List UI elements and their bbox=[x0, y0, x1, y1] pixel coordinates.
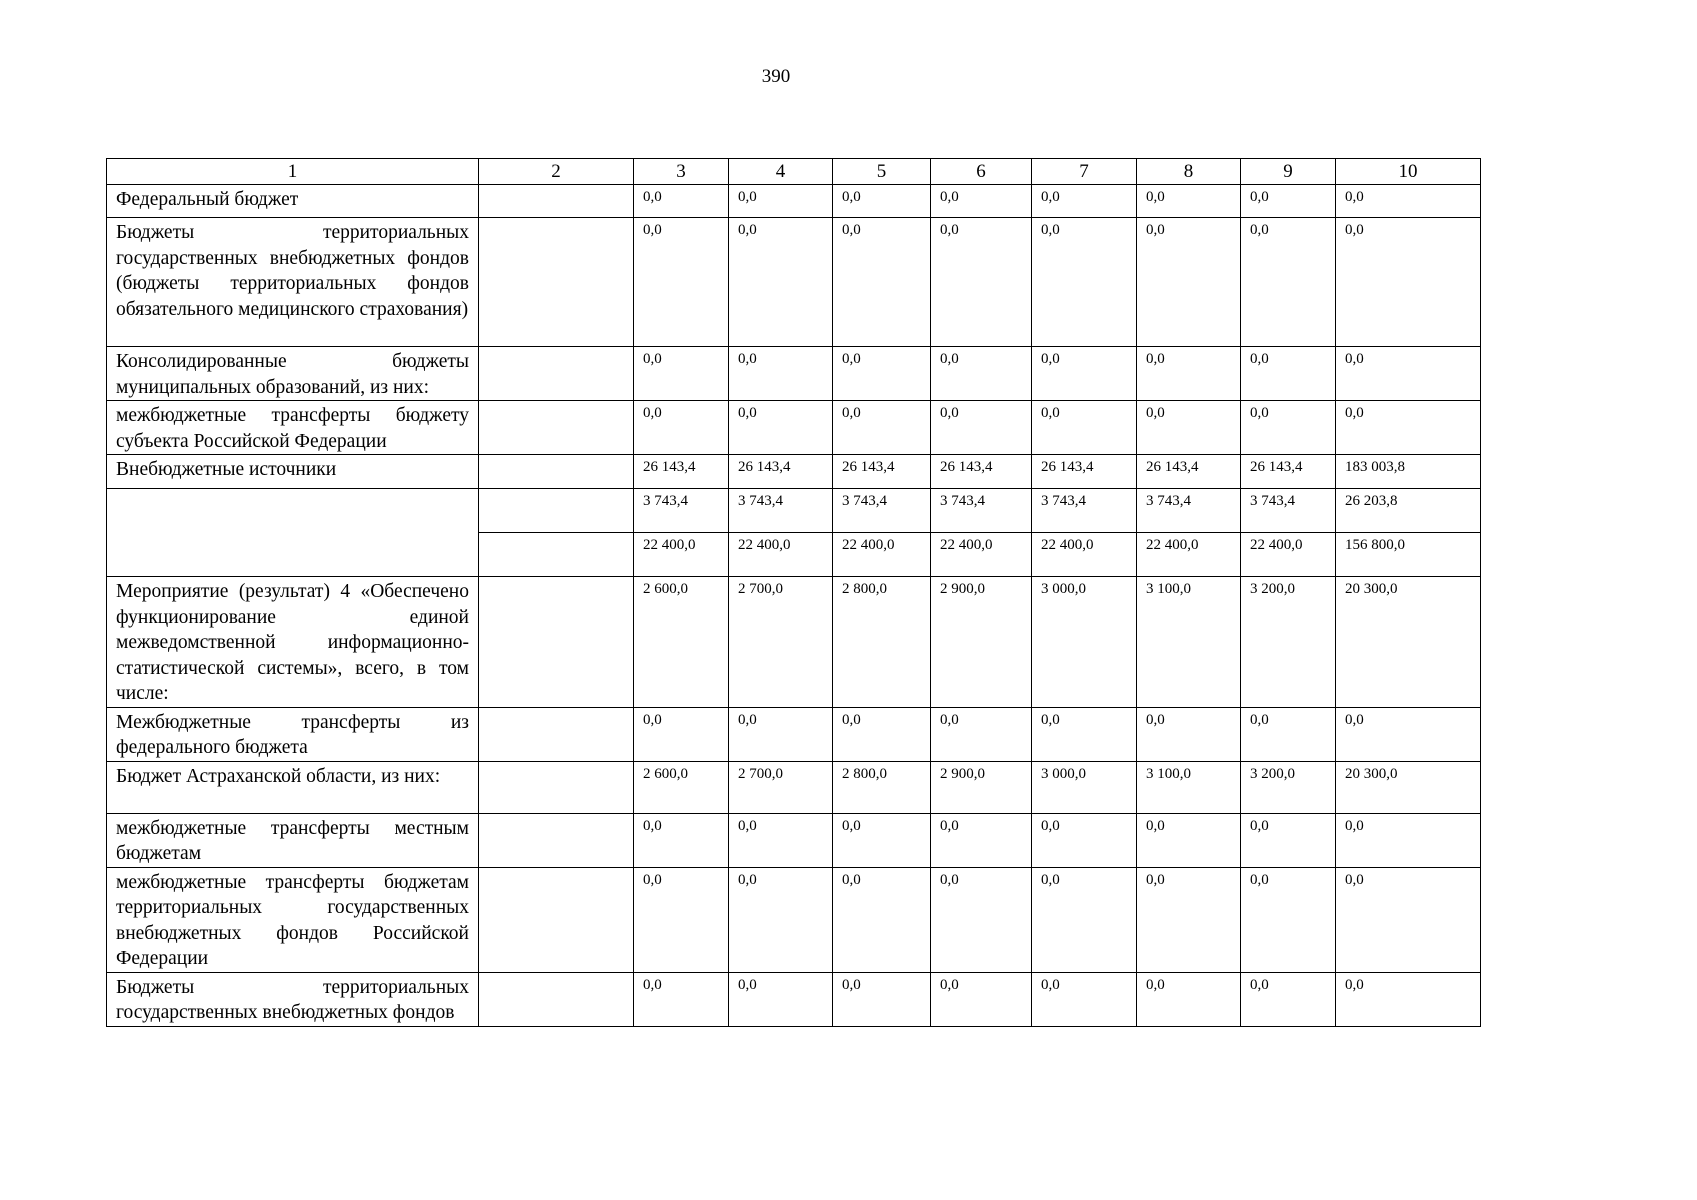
value-cell: 0,0 bbox=[634, 867, 729, 972]
value-cell: 0,0 bbox=[833, 218, 931, 347]
row-name: межбюджетные трансферты местным бюджетам bbox=[107, 813, 479, 867]
value-cell: 3 743,4 bbox=[931, 489, 1032, 533]
value-cell: 0,0 bbox=[1137, 707, 1241, 761]
value-cell: 20 300,0 bbox=[1336, 761, 1481, 813]
row-col2 bbox=[479, 347, 634, 401]
value-cell: 22 400,0 bbox=[729, 533, 833, 577]
value-cell: 26 143,4 bbox=[931, 455, 1032, 489]
value-cell: 0,0 bbox=[931, 972, 1032, 1026]
value-cell: 0,0 bbox=[1241, 813, 1336, 867]
value-cell: 0,0 bbox=[931, 347, 1032, 401]
value-cell: 0,0 bbox=[1336, 185, 1481, 218]
value-cell: 0,0 bbox=[931, 185, 1032, 218]
value-cell: 0,0 bbox=[1137, 347, 1241, 401]
value-cell: 0,0 bbox=[729, 185, 833, 218]
row-col2 bbox=[479, 489, 634, 533]
value-cell: 0,0 bbox=[1336, 707, 1481, 761]
value-cell: 0,0 bbox=[1137, 218, 1241, 347]
row-name bbox=[107, 489, 479, 577]
row-name: Межбюджетные трансферты из федерального бюджета bbox=[107, 707, 479, 761]
value-cell: 26 143,4 bbox=[1241, 455, 1336, 489]
value-cell: 0,0 bbox=[1032, 867, 1137, 972]
value-cell: 0,0 bbox=[729, 813, 833, 867]
value-cell: 2 600,0 bbox=[634, 577, 729, 708]
row-name: Федеральный бюджет bbox=[107, 185, 479, 218]
value-cell: 26 143,4 bbox=[634, 455, 729, 489]
value-cell: 0,0 bbox=[1137, 401, 1241, 455]
value-cell: 183 003,8 bbox=[1336, 455, 1481, 489]
value-cell: 2 700,0 bbox=[729, 577, 833, 708]
row-col2 bbox=[479, 761, 634, 813]
value-cell: 26 143,4 bbox=[729, 455, 833, 489]
value-cell: 0,0 bbox=[833, 401, 931, 455]
value-cell: 0,0 bbox=[931, 218, 1032, 347]
value-cell: 22 400,0 bbox=[634, 533, 729, 577]
table-row bbox=[107, 761, 1481, 813]
table-row bbox=[107, 972, 1481, 1026]
value-cell: 0,0 bbox=[833, 813, 931, 867]
value-cell: 0,0 bbox=[729, 867, 833, 972]
value-cell: 0,0 bbox=[833, 972, 931, 1026]
value-cell: 2 800,0 bbox=[833, 761, 931, 813]
table-row bbox=[107, 347, 1481, 401]
value-cell: 22 400,0 bbox=[931, 533, 1032, 577]
value-cell: 3 200,0 bbox=[1241, 577, 1336, 708]
column-number: 10 bbox=[1336, 159, 1481, 185]
value-cell: 3 743,4 bbox=[1241, 489, 1336, 533]
budget-table bbox=[106, 158, 1481, 1027]
table-row bbox=[107, 401, 1481, 455]
value-cell: 26 203,8 bbox=[1336, 489, 1481, 533]
value-cell: 0,0 bbox=[1336, 401, 1481, 455]
value-cell: 3 200,0 bbox=[1241, 761, 1336, 813]
row-col2 bbox=[479, 185, 634, 218]
value-cell: 2 800,0 bbox=[833, 577, 931, 708]
value-cell: 3 000,0 bbox=[1032, 577, 1137, 708]
value-cell: 0,0 bbox=[1241, 867, 1336, 972]
value-cell: 0,0 bbox=[1032, 813, 1137, 867]
value-cell: 2 900,0 bbox=[931, 761, 1032, 813]
row-name: Консолидированные бюджеты муниципальных образований, из них: bbox=[107, 347, 479, 401]
value-cell: 156 800,0 bbox=[1336, 533, 1481, 577]
value-cell: 0,0 bbox=[634, 707, 729, 761]
table-row bbox=[107, 489, 1481, 533]
column-number: 8 bbox=[1137, 159, 1241, 185]
value-cell: 0,0 bbox=[1336, 867, 1481, 972]
value-cell: 0,0 bbox=[833, 347, 931, 401]
value-cell: 3 000,0 bbox=[1032, 761, 1137, 813]
value-cell: 0,0 bbox=[1241, 347, 1336, 401]
value-cell: 0,0 bbox=[729, 218, 833, 347]
value-cell: 0,0 bbox=[634, 218, 729, 347]
value-cell: 26 143,4 bbox=[833, 455, 931, 489]
row-name: межбюджетные трансферты бюджету субъекта Российской Федерации bbox=[107, 401, 479, 455]
row-col2 bbox=[479, 813, 634, 867]
value-cell: 0,0 bbox=[833, 707, 931, 761]
row-col2 bbox=[479, 577, 634, 708]
value-cell: 22 400,0 bbox=[833, 533, 931, 577]
table-row bbox=[107, 707, 1481, 761]
value-cell: 3 100,0 bbox=[1137, 577, 1241, 708]
table-row bbox=[107, 218, 1481, 347]
value-cell: 0,0 bbox=[1241, 218, 1336, 347]
value-cell: 3 743,4 bbox=[1032, 489, 1137, 533]
value-cell: 0,0 bbox=[634, 347, 729, 401]
page-number: 390 bbox=[761, 66, 791, 87]
value-cell: 3 743,4 bbox=[1137, 489, 1241, 533]
value-cell: 0,0 bbox=[1241, 707, 1336, 761]
table-row bbox=[107, 813, 1481, 867]
value-cell: 0,0 bbox=[1032, 707, 1137, 761]
value-cell: 0,0 bbox=[1241, 972, 1336, 1026]
row-name: Мероприятие (результат) 4 «Обеспечено функционирование единой межведомственной информационно-статистической системы», всего, в том числе: bbox=[107, 577, 479, 708]
column-number-row bbox=[107, 159, 1481, 185]
value-cell: 0,0 bbox=[1336, 218, 1481, 347]
table-row bbox=[107, 185, 1481, 218]
column-number: 2 bbox=[479, 159, 634, 185]
table-row bbox=[107, 867, 1481, 972]
value-cell: 0,0 bbox=[634, 972, 729, 1026]
value-cell: 0,0 bbox=[1032, 218, 1137, 347]
value-cell: 0,0 bbox=[1137, 972, 1241, 1026]
value-cell: 0,0 bbox=[634, 185, 729, 218]
value-cell: 3 743,4 bbox=[634, 489, 729, 533]
value-cell: 3 743,4 bbox=[833, 489, 931, 533]
value-cell: 0,0 bbox=[729, 972, 833, 1026]
value-cell: 0,0 bbox=[729, 401, 833, 455]
row-name: Бюджеты территориальных государственных внебюджетных фондов (бюджеты территориальных фондов обязательного медицинского страхования) bbox=[107, 218, 479, 347]
value-cell: 0,0 bbox=[1336, 972, 1481, 1026]
value-cell: 0,0 bbox=[1137, 867, 1241, 972]
value-cell: 0,0 bbox=[1137, 185, 1241, 218]
value-cell: 3 743,4 bbox=[729, 489, 833, 533]
value-cell: 0,0 bbox=[1032, 401, 1137, 455]
value-cell: 0,0 bbox=[1032, 972, 1137, 1026]
column-number: 7 bbox=[1032, 159, 1137, 185]
row-col2 bbox=[479, 972, 634, 1026]
value-cell: 0,0 bbox=[1032, 347, 1137, 401]
row-col2 bbox=[479, 401, 634, 455]
value-cell: 0,0 bbox=[1336, 813, 1481, 867]
row-col2 bbox=[479, 533, 634, 577]
value-cell: 0,0 bbox=[1241, 185, 1336, 218]
value-cell: 0,0 bbox=[833, 867, 931, 972]
row-col2 bbox=[479, 455, 634, 489]
value-cell: 2 600,0 bbox=[634, 761, 729, 813]
value-cell: 0,0 bbox=[1137, 813, 1241, 867]
column-number: 1 bbox=[107, 159, 479, 185]
row-name: Внебюджетные источники bbox=[107, 455, 479, 489]
value-cell: 0,0 bbox=[931, 867, 1032, 972]
value-cell: 0,0 bbox=[729, 347, 833, 401]
value-cell: 0,0 bbox=[931, 813, 1032, 867]
column-number: 6 bbox=[931, 159, 1032, 185]
value-cell: 0,0 bbox=[1241, 401, 1336, 455]
table-row bbox=[107, 455, 1481, 489]
value-cell: 0,0 bbox=[931, 401, 1032, 455]
value-cell: 22 400,0 bbox=[1137, 533, 1241, 577]
value-cell: 0,0 bbox=[634, 401, 729, 455]
row-col2 bbox=[479, 218, 634, 347]
value-cell: 3 100,0 bbox=[1137, 761, 1241, 813]
value-cell: 0,0 bbox=[833, 185, 931, 218]
value-cell: 20 300,0 bbox=[1336, 577, 1481, 708]
value-cell: 22 400,0 bbox=[1241, 533, 1336, 577]
row-name: Бюджет Астраханской области, из них: bbox=[107, 761, 479, 813]
column-number: 5 bbox=[833, 159, 931, 185]
value-cell: 2 900,0 bbox=[931, 577, 1032, 708]
value-cell: 22 400,0 bbox=[1032, 533, 1137, 577]
row-col2 bbox=[479, 867, 634, 972]
value-cell: 0,0 bbox=[634, 813, 729, 867]
row-col2 bbox=[479, 707, 634, 761]
value-cell: 26 143,4 bbox=[1032, 455, 1137, 489]
value-cell: 2 700,0 bbox=[729, 761, 833, 813]
row-name: Бюджеты территориальных государственных внебюджетных фондов bbox=[107, 972, 479, 1026]
value-cell: 0,0 bbox=[1336, 347, 1481, 401]
column-number: 3 bbox=[634, 159, 729, 185]
value-cell: 0,0 bbox=[1032, 185, 1137, 218]
value-cell: 0,0 bbox=[729, 707, 833, 761]
column-number: 4 bbox=[729, 159, 833, 185]
row-name: межбюджетные трансферты бюджетам территориальных государственных внебюджетных фондов Российской Федерации bbox=[107, 867, 479, 972]
column-number: 9 bbox=[1241, 159, 1336, 185]
value-cell: 26 143,4 bbox=[1137, 455, 1241, 489]
value-cell: 0,0 bbox=[931, 707, 1032, 761]
table-row bbox=[107, 577, 1481, 708]
